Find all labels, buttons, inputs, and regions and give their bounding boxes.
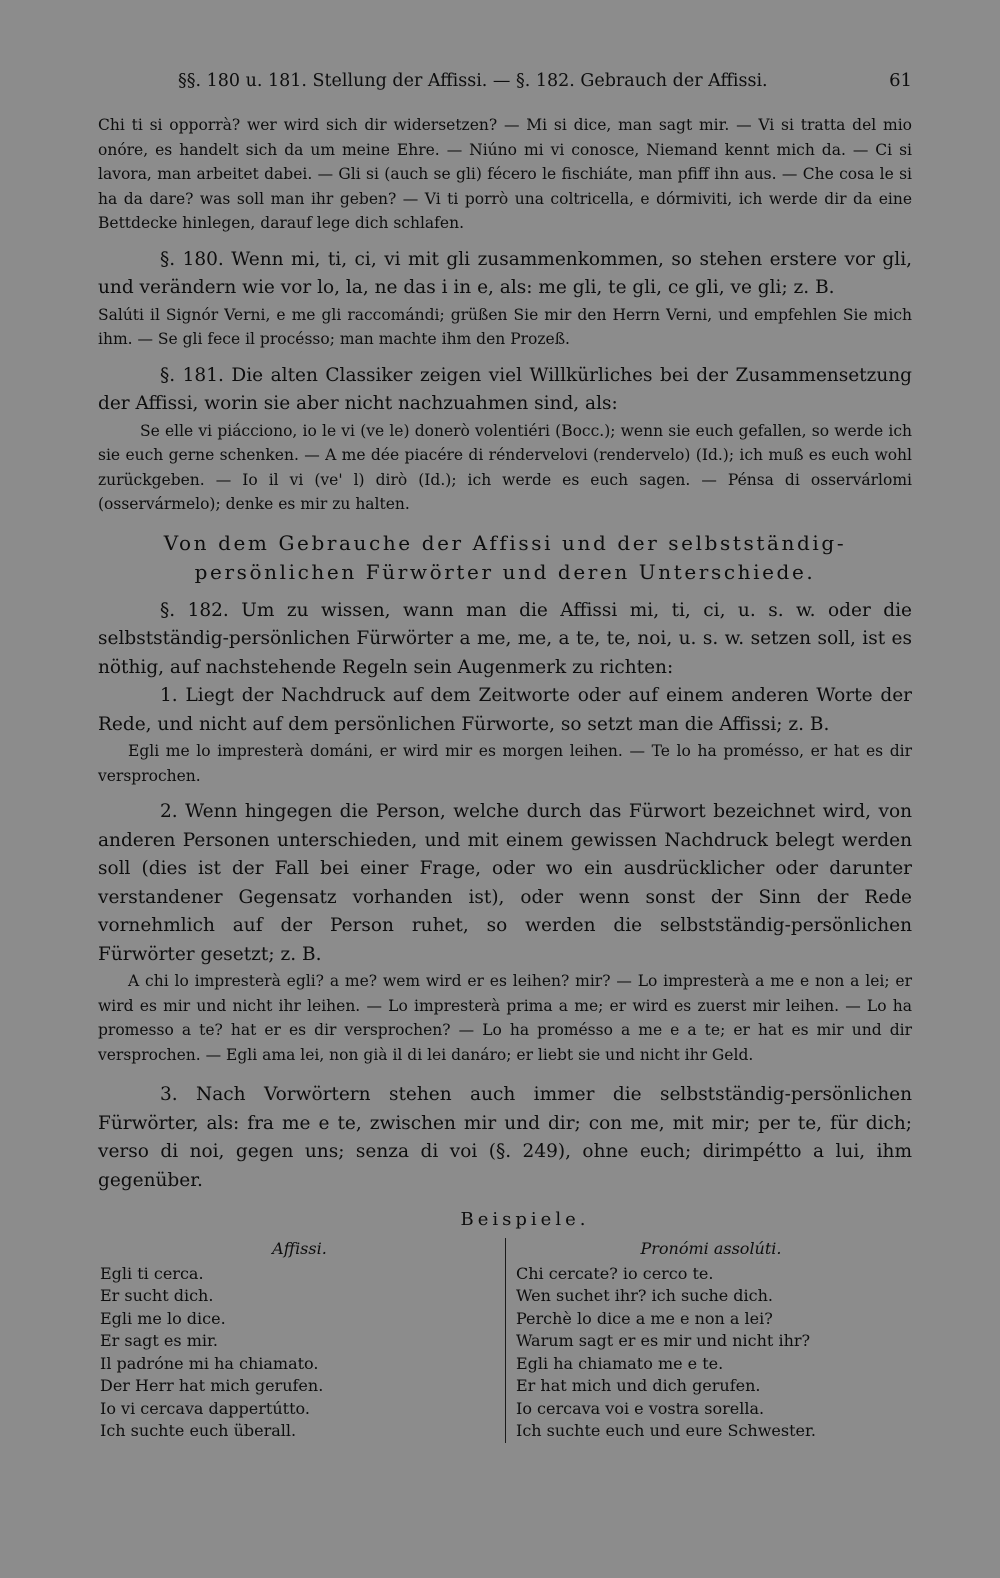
rule-3: 3. Nach Vorwörtern stehen auch immer die selbstständig-persönlichen Fürwörter, als: fra me e te, zwischen mir und dir; con me, mit mir; per te, für dich; verso di noi, gegen uns; senza di voi (§. 249), ohne euch; dirimpétto a lui, ihm gegenüber. — [98, 1084, 912, 1191]
example-line: Warum sagt er es mir und nicht ihr? — [516, 1331, 811, 1350]
section-180: §. 180. Wenn mi, ti, ci, vi mit gli zusammenkommen, so stehen erstere vor gli, und verändern wie vor lo, la, ne das i in e, als: me gli, te gli, ce gli, ve gli; z. B. — [98, 248, 912, 298]
examples-table — [98, 1238, 912, 1443]
examples-paragraph-180: Salúti il Signór Verni, e me gli raccomándi; grüßen Sie mir den Herrn Verni, und empfehlen Sie mich ihm. — Se gli fece il procésso; man machte ihm den Prozeß. — [98, 305, 912, 348]
examples-title: Beispiele. — [460, 1209, 590, 1230]
example-line: Io vi cercava dappertútto. — [100, 1398, 310, 1418]
example-line: Er sagt es mir. — [100, 1331, 218, 1350]
example-line: Er sucht dich. — [100, 1286, 214, 1305]
running-head — [98, 70, 912, 91]
example-line: Io cercava voi e vostra sorella. — [516, 1398, 765, 1418]
chapter-heading: Von dem Gebrauche der Affissi und der selbstständig-persönlichen Fürwörter und deren Unterschiede. — [163, 530, 847, 584]
affissi-column-header: Affissi. — [272, 1239, 327, 1258]
example-line: Der Herr hat mich gerufen. — [100, 1376, 324, 1395]
example-line: Il padróne mi ha chiamato. — [100, 1353, 319, 1373]
example-line: Egli ha chiamato me e te. — [516, 1353, 724, 1373]
pronomi-assoluti-column — [505, 1238, 912, 1443]
example-line: Chi cercate? io cerco te. — [516, 1263, 714, 1283]
section-182: §. 182. Um zu wissen, wann man die Affissi mi, ti, ci, u. s. w. oder die selbstständig-persönlichen Fürwörter a me, me, a te, te, noi, u. s. w. setzen soll, ist es nöthig, auf nachstehende Regeln sein Augenmerk zu richten: — [98, 599, 912, 678]
example-line: Ich suchte euch und eure Schwester. — [516, 1421, 816, 1440]
running-head-title: §§. 180 u. 181. Stellung der Affissi. — §. 182. Gebrauch der Affissi. — [178, 71, 768, 91]
examples-paragraph-179: Chi ti si opporrà? wer wird sich dir widersetzen? — Mi si dice, man sagt mir. — Vi si tratta del mio onóre, es handelt sich da um meine Ehre. — Niúno mi vi conosce, Niemand kennt mich da. — Ci si lavora, man arbeitet dabei. — Gli si (auch se gli) fécero le fischiáte, man pfiff ihn aus. — Che cosa le si ha da dare? was soll man ihr geben? — Vi ti porrò una coltricella, e dórmiviti, ich werde dir da eine Bettdecke hinlegen, darauf lege dich schlafen. — [98, 116, 912, 232]
affissi-column — [98, 1238, 505, 1443]
examples-paragraph-181: Se elle vi piácciono, io le vi (ve le) donerò volentiéri (Bocc.); wenn sie euch gefallen, so werde ich sie euch gerne schenken. — A me dée piacére di réndervelovi (rendervelo) (Id.); ich muß es euch wohl zurückgeben. — Io il vi (ve' l) dirò (Id.); ich werde es euch sagen. — Pénsa di osservárlomi (osservármelo); denke es mir zu halten. — [98, 421, 912, 513]
rule-1-example: Egli me lo impresterà dománi, er wird mir es morgen leihen. — Te lo ha promésso, er hat es dir versprochen. — [98, 742, 912, 785]
example-line: Perchè lo dice a me e non a lei? — [516, 1308, 773, 1328]
example-line: Egli me lo dice. — [100, 1308, 226, 1328]
rule-2: 2. Wenn hingegen die Person, welche durch das Fürwort bezeichnet wird, von anderen Personen unterschieden, und mit einem gewissen Nachdruck belegt werden soll (dies ist der Fall bei einer Frage, oder wo ein ausdrücklicher oder darunter verstandener Gegensatz vorhanden ist), oder wenn sonst der Sinn der Rede vornehmlich auf der Person ruhet, so werden die selbstständig-persönlichen Fürwörter gesetzt; z. B. — [98, 801, 912, 965]
example-line: Ich suchte euch überall. — [100, 1421, 297, 1440]
example-line: Wen suchet ihr? ich suche dich. — [516, 1286, 774, 1305]
rule-1: 1. Liegt der Nachdruck auf dem Zeitworte oder auf einem anderen Worte der Rede, und nicht auf dem persönlichen Fürworte, so setzt man die Affissi; z. B. — [98, 685, 912, 735]
section-181: §. 181. Die alten Classiker zeigen viel Willkürliches bei der Zusammensetzung der Affissi, worin sie aber nicht nachzuahmen sind, als: — [98, 364, 912, 414]
example-line: Er hat mich und dich gerufen. — [516, 1376, 761, 1395]
pronomi-column-header: Pronómi assolúti. — [640, 1239, 782, 1258]
rule-2-example: A chi lo impresterà egli? a me? wem wird er es leihen? mir? — Lo impresterà a me e non a lei; er wird es mir und nicht ihr leihen. — Lo impresterà prima a me; er wird es zuerst mir leihen. — Lo ha promesso a te? hat er es dir versprochen? — Lo ha promésso a me e a te; er hat es mir und dir versprochen. — Egli ama lei, non già il di lei danáro; er liebt sie und nicht ihr Geld. — [98, 972, 912, 1064]
example-line: Egli ti cerca. — [100, 1263, 204, 1283]
page-number: 61 — [889, 70, 912, 91]
